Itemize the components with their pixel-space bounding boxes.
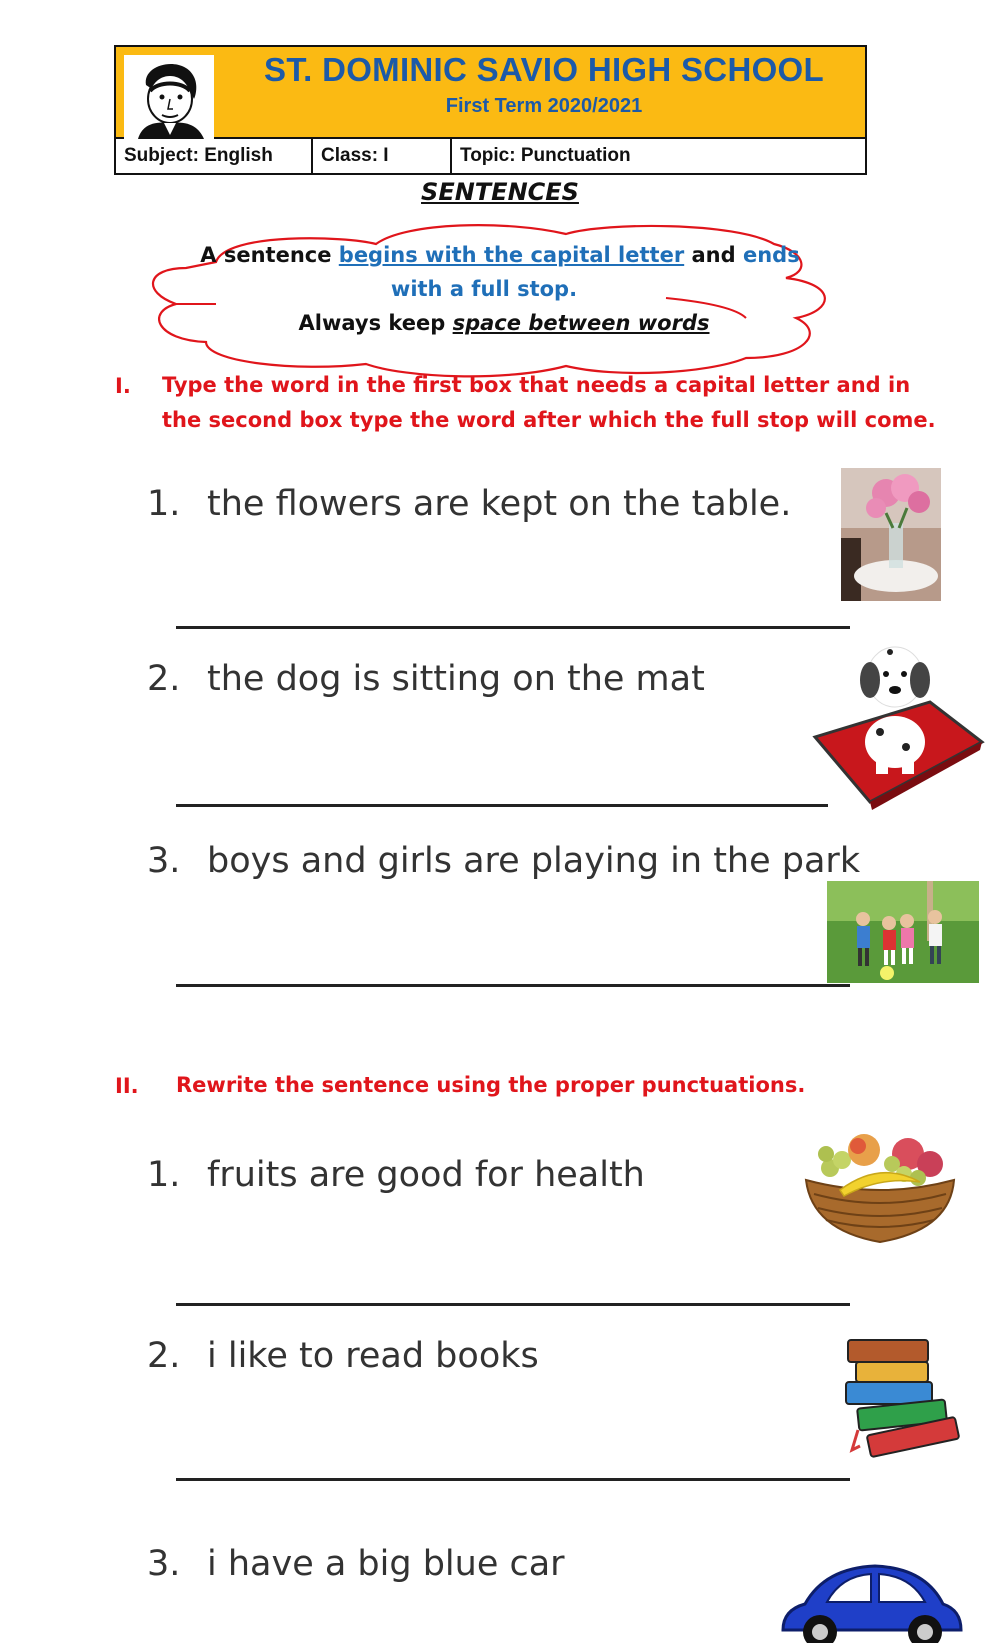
fruit-basket-image — [800, 1120, 960, 1245]
founder-portrait-image — [124, 55, 214, 139]
class-cell: Class: I — [313, 139, 452, 173]
topic-cell: Topic: Punctuation — [460, 145, 631, 166]
section-2-number: II. — [115, 1074, 139, 1098]
rule-text: A sentence — [200, 243, 339, 267]
rule-text: and — [684, 243, 743, 267]
section-1-item-3 — [147, 841, 860, 881]
answer-line[interactable] — [176, 984, 850, 987]
rule-emphasis-text: space between words — [452, 311, 710, 335]
blue-car-image — [775, 1560, 965, 1643]
item-number: 2. — [147, 659, 181, 699]
item-text: the dog is sitting on the mat — [207, 659, 705, 699]
term-label: First Term 2020/2021 — [445, 95, 643, 117]
school-header — [114, 45, 867, 175]
item-text: boys and girls are playing in the park — [207, 841, 861, 881]
item-number: 1. — [147, 484, 181, 524]
item-text: the flowers are kept on the table. — [207, 484, 792, 524]
item-text: i have a big blue car — [207, 1544, 565, 1584]
flowers-vase-image — [841, 468, 941, 601]
header-banner — [116, 47, 865, 139]
dog-on-mat-image — [810, 632, 985, 812]
answer-line[interactable] — [176, 626, 850, 629]
books-stack-image — [838, 1330, 963, 1462]
item-number: 3. — [147, 1544, 181, 1584]
school-name: ST. DOMINIC SAVIO HIGH SCHOOL — [264, 51, 824, 88]
item-number: 1. — [147, 1155, 181, 1195]
section-2-instruction: Rewrite the sentence using the proper punctuations. — [176, 1073, 806, 1097]
answer-line[interactable] — [176, 804, 828, 807]
rule-line-3 — [4, 311, 1000, 335]
section-1-number: I. — [115, 374, 131, 398]
answer-line[interactable] — [176, 1303, 850, 1306]
rule-ends-text: ends — [742, 243, 800, 267]
header-info-row — [116, 139, 865, 173]
section-1-item-1 — [147, 484, 791, 524]
answer-line[interactable] — [176, 1478, 850, 1481]
item-number: 2. — [147, 1336, 181, 1376]
item-text: fruits are good for health — [207, 1155, 645, 1195]
item-text: i like to read books — [207, 1336, 539, 1376]
capital-letter-link[interactable]: begins with the capital letter — [338, 243, 685, 267]
section-1-instruction — [162, 368, 936, 438]
section-1-item-2 — [147, 659, 705, 699]
subject-cell: Subject: English — [116, 139, 313, 173]
section-2-item-1 — [147, 1155, 645, 1195]
rule-line-1 — [0, 243, 1000, 267]
page-title: SENTENCES — [421, 178, 579, 206]
kids-playing-image — [827, 881, 979, 983]
section-2-item-2 — [147, 1336, 539, 1376]
rule-line-2: with a full stop. — [390, 277, 578, 301]
instruction-line: Type the word in the first box that needs a capital letter and in — [162, 373, 911, 397]
section-2-item-3 — [147, 1544, 565, 1584]
instruction-line: the second box type the word after which the full stop will come. — [162, 408, 936, 432]
rule-text: Always keep — [298, 311, 453, 335]
item-number: 3. — [147, 841, 181, 881]
